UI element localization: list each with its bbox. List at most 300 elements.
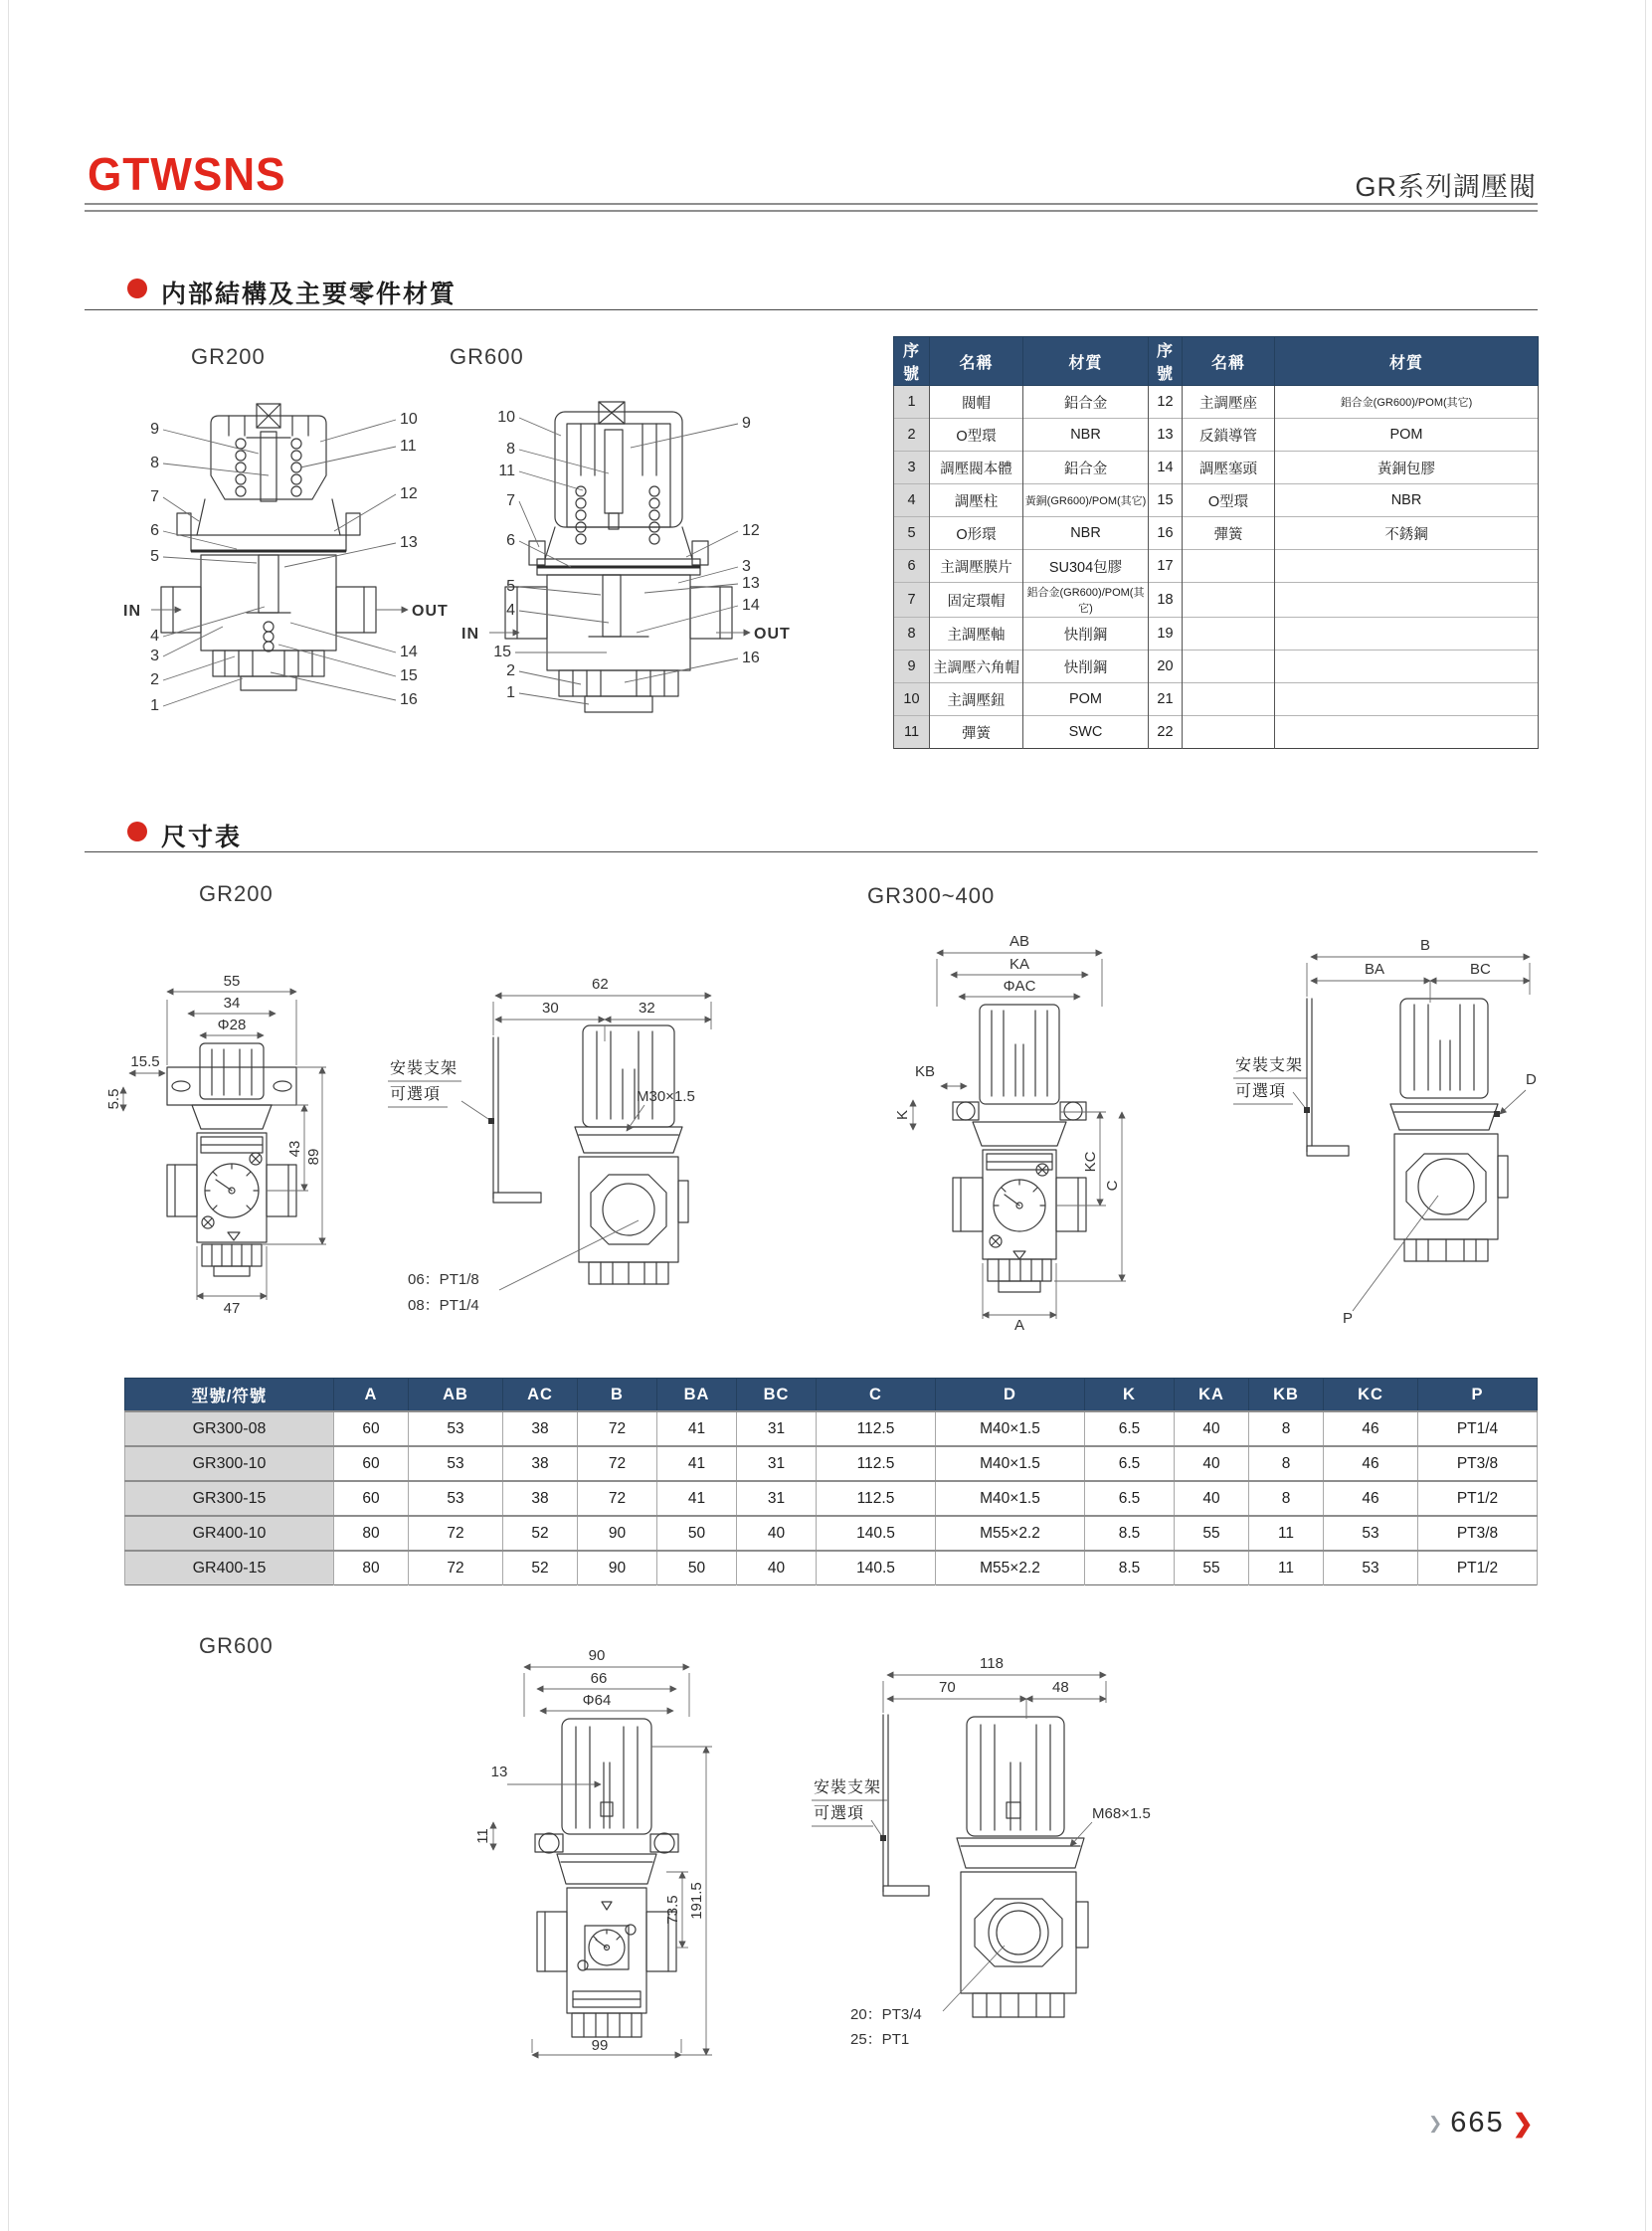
table-cell: 鋁合金(GR600)/POM(其它) <box>1275 386 1539 419</box>
dim-label: K <box>894 1109 911 1121</box>
table-cell: 53 <box>1324 1551 1418 1585</box>
dim-label: 55 <box>223 973 241 990</box>
gr200-side-dim-lines <box>461 996 711 1290</box>
table-cell: 46 <box>1324 1411 1418 1446</box>
table-cell <box>1275 618 1539 651</box>
dim-label: 70 <box>939 1679 956 1696</box>
port-spec-label: 06：PT1/8 <box>408 1271 479 1288</box>
parts-table-body <box>894 386 1539 749</box>
table-cell: 60 <box>334 1481 409 1516</box>
table-cell: 112.5 <box>817 1481 936 1516</box>
dim-label: B <box>1420 937 1431 954</box>
callout-label: 12 <box>742 522 760 539</box>
column-header: D <box>936 1379 1085 1412</box>
table-cell: PT1/4 <box>1418 1411 1538 1446</box>
out-label: OUT <box>754 626 791 643</box>
callout-label: 13 <box>742 575 760 592</box>
table-cell: 快削鋼 <box>1023 618 1149 651</box>
callout-label: 9 <box>742 415 751 432</box>
table-cell: 6.5 <box>1085 1411 1175 1446</box>
brand-logo: GTWSNS <box>88 148 286 200</box>
column-header: 序號 <box>1149 337 1183 386</box>
bracket-marker <box>1304 1107 1310 1113</box>
table-cell: GR400-10 <box>125 1516 334 1551</box>
table-cell: 80 <box>334 1516 409 1551</box>
table-cell: 17 <box>1149 550 1183 583</box>
table-cell: 21 <box>1149 683 1183 716</box>
table-cell: 鋁合金 <box>1023 386 1149 419</box>
table-cell: 55 <box>1175 1551 1249 1585</box>
table-cell: 6 <box>894 550 930 583</box>
bracket-note: 安裝支架 <box>390 1060 459 1077</box>
bracket-note: 可選項 <box>390 1086 442 1103</box>
table-cell: O型環 <box>1183 484 1275 517</box>
table-cell: M40×1.5 <box>936 1411 1085 1446</box>
table-cell: 10 <box>894 683 930 716</box>
callout-label: 4 <box>506 602 515 619</box>
column-header: BC <box>737 1379 817 1412</box>
callout-label: 14 <box>742 597 760 614</box>
callout-label: 2 <box>506 662 515 679</box>
callout-label: 10 <box>400 411 418 428</box>
table-cell: 鋁合金(GR600)/POM(其它) <box>1023 583 1149 618</box>
table-cell: 不銹鋼 <box>1275 517 1539 550</box>
table-cell: 6.5 <box>1085 1446 1175 1481</box>
bracket-note: 可選項 <box>814 1805 865 1822</box>
dim-label: C <box>1104 1180 1121 1192</box>
table-cell: 4 <box>894 484 930 517</box>
table-cell: GR300-15 <box>125 1481 334 1516</box>
callout-label: 10 <box>497 409 515 426</box>
gr200-side-line-art <box>493 1025 688 1284</box>
in-label: IN <box>123 603 141 620</box>
parts-table-header <box>894 337 1539 386</box>
table-cell: 11 <box>1249 1551 1324 1585</box>
column-header: KA <box>1175 1379 1249 1412</box>
header-rule <box>85 203 1538 212</box>
dim-label: A <box>1013 1317 1025 1334</box>
callout-label: 3 <box>150 648 159 664</box>
table-cell <box>1275 550 1539 583</box>
column-header: AB <box>409 1379 503 1412</box>
gr300-dim-side-view <box>1233 925 1552 1333</box>
table-cell: GR300-10 <box>125 1446 334 1481</box>
callout-label: 8 <box>150 455 159 471</box>
table-cell: 72 <box>578 1411 657 1446</box>
page-number: 665 <box>1450 2107 1505 2138</box>
table-cell <box>1275 716 1539 749</box>
table-row <box>894 452 1539 484</box>
dim-label: 32 <box>639 1000 655 1017</box>
bracket-marker <box>488 1118 494 1124</box>
table-cell: 40 <box>1175 1481 1249 1516</box>
table-cell: 18 <box>1149 583 1183 618</box>
column-header: B <box>578 1379 657 1412</box>
dim-table-body <box>125 1411 1538 1585</box>
table-cell: 11 <box>1249 1516 1324 1551</box>
table-cell: O型環 <box>930 419 1023 452</box>
dim-label: KC <box>1082 1151 1099 1173</box>
dim-label: 89 <box>305 1148 322 1166</box>
gr600-callouts <box>493 409 760 701</box>
dimension-table <box>124 1378 1538 1585</box>
table-cell: 112.5 <box>817 1411 936 1446</box>
table-cell: 60 <box>334 1411 409 1446</box>
table-cell <box>1183 716 1275 749</box>
table-cell: 調壓塞頭 <box>1183 452 1275 484</box>
column-header: K <box>1085 1379 1175 1412</box>
table-cell: 8 <box>1249 1481 1324 1516</box>
callout-label: 6 <box>506 532 515 549</box>
dim-label: 5.5 <box>105 1088 122 1110</box>
table-cell: 46 <box>1324 1446 1418 1481</box>
dim-label: 13 <box>490 1764 508 1780</box>
dim-label: 191.5 <box>688 1882 705 1920</box>
table-cell: M40×1.5 <box>936 1481 1085 1516</box>
dim-label: 62 <box>592 976 609 993</box>
table-row <box>894 683 1539 716</box>
callout-label: 7 <box>150 488 159 505</box>
table-cell: 38 <box>503 1481 578 1516</box>
table-cell: 閥帽 <box>930 386 1023 419</box>
table-cell <box>1275 583 1539 618</box>
table-cell: 53 <box>1324 1516 1418 1551</box>
table-cell: 31 <box>737 1411 817 1446</box>
thread-spec-label: M30×1.5 <box>637 1088 695 1105</box>
table-cell: 反鎖導管 <box>1183 419 1275 452</box>
table-cell: 主調壓鈕 <box>930 683 1023 716</box>
callout-label: 1 <box>506 684 515 701</box>
table-row <box>894 386 1539 419</box>
table-row <box>894 716 1539 749</box>
table-cell: 主調壓軸 <box>930 618 1023 651</box>
table-cell: 15 <box>1149 484 1183 517</box>
table-cell: 彈簧 <box>930 716 1023 749</box>
dim-label: BC <box>1470 961 1491 978</box>
gr300-dim-front-view <box>895 925 1144 1333</box>
dim-label: 73.5 <box>664 1895 681 1925</box>
table-cell: 50 <box>657 1516 737 1551</box>
table-row <box>125 1446 1538 1481</box>
in-label: IN <box>461 626 479 643</box>
dim-table-header <box>125 1379 1538 1412</box>
table-cell: 主調壓座 <box>1183 386 1275 419</box>
table-cell: 調壓閥本體 <box>930 452 1023 484</box>
gr200-dim-front-view <box>105 970 348 1323</box>
table-row <box>125 1516 1538 1551</box>
table-cell: 72 <box>409 1551 503 1585</box>
table-cell: M55×2.2 <box>936 1516 1085 1551</box>
table-row <box>894 484 1539 517</box>
page-footer <box>1428 2107 1534 2139</box>
table-cell: POM <box>1023 683 1149 716</box>
table-cell: PT1/2 <box>1418 1551 1538 1585</box>
table-cell: 38 <box>503 1411 578 1446</box>
table-cell: 53 <box>409 1411 503 1446</box>
column-header: 材質 <box>1023 337 1149 386</box>
table-cell: M55×2.2 <box>936 1551 1085 1585</box>
column-header: 名稱 <box>1183 337 1275 386</box>
table-cell: 46 <box>1324 1481 1418 1516</box>
table-cell: 31 <box>737 1446 817 1481</box>
table-cell: PT3/8 <box>1418 1516 1538 1551</box>
table-cell: 50 <box>657 1551 737 1585</box>
gr200-section-label: GR200 <box>191 344 266 369</box>
callout-label: 5 <box>506 578 515 595</box>
gr600-dim-label: GR600 <box>199 1633 274 1658</box>
table-cell: 黃銅包膠 <box>1275 452 1539 484</box>
column-header: 序號 <box>894 337 930 386</box>
page-title: GR系列調壓閥 <box>1355 172 1537 202</box>
table-cell: M40×1.5 <box>936 1446 1085 1481</box>
table-cell: 13 <box>1149 419 1183 452</box>
table-cell: 20 <box>1149 651 1183 683</box>
section-rule <box>85 309 1538 310</box>
table-cell: 1 <box>894 386 930 419</box>
table-cell: 41 <box>657 1446 737 1481</box>
section-bullet-icon <box>127 279 147 298</box>
callout-label: 5 <box>150 548 159 565</box>
column-header: P <box>1418 1379 1538 1412</box>
table-cell <box>1275 651 1539 683</box>
table-row <box>894 517 1539 550</box>
dim-label: P <box>1343 1310 1354 1327</box>
table-cell: 3 <box>894 452 930 484</box>
dim-label: KA <box>1009 956 1030 973</box>
table-cell: 彈簧 <box>1183 517 1275 550</box>
port-spec-label: 08：PT1/4 <box>408 1297 479 1314</box>
callout-label: 15 <box>493 644 511 660</box>
column-header: BA <box>657 1379 737 1412</box>
table-cell <box>1183 550 1275 583</box>
section-title-internal: 内部結構及主要零件材質 <box>161 280 458 308</box>
callout-label: 11 <box>400 438 417 455</box>
table-cell: 40 <box>1175 1446 1249 1481</box>
table-header-row <box>125 1379 1538 1412</box>
table-cell: GR300-08 <box>125 1411 334 1446</box>
table-cell: 6.5 <box>1085 1481 1175 1516</box>
dim-label: KB <box>914 1063 936 1080</box>
gr300-side-line-art <box>1307 999 1508 1261</box>
table-row <box>894 583 1539 618</box>
column-header: 材質 <box>1275 337 1539 386</box>
table-cell: 19 <box>1149 618 1183 651</box>
column-header: KB <box>1249 1379 1324 1412</box>
gr600-dim-side-view <box>796 1643 1189 2066</box>
table-cell: 72 <box>578 1481 657 1516</box>
table-cell: 72 <box>578 1446 657 1481</box>
callout-label: 16 <box>742 650 760 666</box>
table-cell: O形環 <box>930 517 1023 550</box>
bracket-marker <box>880 1835 886 1841</box>
dim-label: Φ64 <box>582 1692 612 1709</box>
dim-label: 34 <box>223 995 241 1012</box>
dim-label: 99 <box>591 2037 609 2054</box>
table-cell: 5 <box>894 517 930 550</box>
table-cell: 40 <box>737 1516 817 1551</box>
table-cell: 9 <box>894 651 930 683</box>
page-edge-right <box>1645 0 1646 2231</box>
thread-spec-label: M68×1.5 <box>1092 1805 1151 1822</box>
table-cell: 90 <box>578 1551 657 1585</box>
bracket-note: 安裝支架 <box>1235 1057 1304 1074</box>
table-row <box>894 419 1539 452</box>
table-cell: 40 <box>1175 1411 1249 1446</box>
dim-label: 48 <box>1052 1679 1069 1696</box>
gr200-dim-label: GR200 <box>199 881 274 906</box>
dim-label: 43 <box>286 1140 303 1158</box>
column-header: 型號/符號 <box>125 1379 334 1412</box>
column-header: A <box>334 1379 409 1412</box>
callout-label: 6 <box>150 522 159 539</box>
callout-label: 14 <box>400 644 418 660</box>
gr600-section-label: GR600 <box>450 344 524 369</box>
table-cell: 112.5 <box>817 1446 936 1481</box>
gr600-front-dim-lines <box>490 1667 712 2055</box>
port-spec-label: 20：PT3/4 <box>850 2006 922 2023</box>
table-cell: 41 <box>657 1481 737 1516</box>
gr200-dim-side-view <box>388 970 721 1323</box>
callout-label: 11 <box>498 463 515 479</box>
gr600-side-line-art <box>883 1715 1088 2017</box>
table-row <box>125 1551 1538 1585</box>
table-header-row <box>894 337 1539 386</box>
column-header: 名稱 <box>930 337 1023 386</box>
gr300-dim-label: GR300~400 <box>867 883 996 908</box>
table-cell: 40 <box>737 1551 817 1585</box>
gr600-dim-front-view <box>474 1643 736 2066</box>
table-cell <box>1183 651 1275 683</box>
chevron-right-red-icon: ❯ <box>1512 2109 1534 2138</box>
table-cell: 80 <box>334 1551 409 1585</box>
table-cell: 8.5 <box>1085 1551 1175 1585</box>
table-cell: 53 <box>409 1446 503 1481</box>
column-header: AC <box>503 1379 578 1412</box>
table-cell: 14 <box>1149 452 1183 484</box>
dim-label: 30 <box>542 1000 559 1017</box>
callout-label: 1 <box>150 697 159 714</box>
gr200-valve-line-art <box>161 404 376 690</box>
table-cell: 調壓柱 <box>930 484 1023 517</box>
table-cell: 黃銅(GR600)/POM(其它) <box>1023 484 1149 517</box>
callout-label: 13 <box>400 534 418 551</box>
parts-material-table <box>893 336 1539 749</box>
gr300-front-line-art <box>953 1005 1086 1292</box>
table-cell: 主調壓膜片 <box>930 550 1023 583</box>
table-row <box>894 550 1539 583</box>
table-cell: 53 <box>409 1481 503 1516</box>
table-cell: 8 <box>1249 1411 1324 1446</box>
dim-label: 118 <box>980 1655 1004 1672</box>
table-cell <box>1183 618 1275 651</box>
callout-label: 7 <box>506 492 515 509</box>
table-cell: SU304包膠 <box>1023 550 1149 583</box>
column-header: KC <box>1324 1379 1418 1412</box>
bracket-note: 安裝支架 <box>814 1779 882 1796</box>
table-cell: 鋁合金 <box>1023 452 1149 484</box>
dim-label: AB <box>1009 933 1030 950</box>
gr600-front-line-art <box>535 1719 678 2037</box>
gr600-callout-leaders <box>515 418 738 704</box>
table-cell: 72 <box>409 1516 503 1551</box>
table-cell <box>1183 683 1275 716</box>
dim-label: BA <box>1365 961 1385 978</box>
table-cell: 140.5 <box>817 1551 936 1585</box>
table-cell: 主調壓六角帽 <box>930 651 1023 683</box>
table-cell: NBR <box>1023 517 1149 550</box>
table-cell <box>1275 683 1539 716</box>
table-cell: 38 <box>503 1446 578 1481</box>
callout-label: 3 <box>742 558 751 575</box>
table-cell: 52 <box>503 1516 578 1551</box>
callout-label: 4 <box>150 628 159 645</box>
callout-label: 8 <box>506 441 515 458</box>
section-title-dimensions: 尺寸表 <box>161 824 243 851</box>
page-edge-left <box>8 0 9 2231</box>
table-row <box>125 1481 1538 1516</box>
dim-label: D <box>1526 1071 1537 1088</box>
column-header: C <box>817 1379 936 1412</box>
callout-label: 15 <box>400 667 418 684</box>
table-cell: 22 <box>1149 716 1183 749</box>
table-cell: 12 <box>1149 386 1183 419</box>
table-cell: PT1/2 <box>1418 1481 1538 1516</box>
gr600-cross-section-diagram <box>459 396 791 746</box>
table-cell: 16 <box>1149 517 1183 550</box>
table-cell: 31 <box>737 1481 817 1516</box>
dim-label: 11 <box>474 1828 491 1844</box>
dim-label: 66 <box>590 1670 608 1687</box>
table-cell: 8 <box>894 618 930 651</box>
table-row <box>125 1411 1538 1446</box>
table-cell: GR400-15 <box>125 1551 334 1585</box>
dim-label: 90 <box>588 1647 606 1664</box>
callout-label: 9 <box>150 421 159 438</box>
dim-label: ΦAC <box>1003 978 1036 995</box>
callout-label: 16 <box>400 691 418 708</box>
chevron-right-gray-icon: ❯ <box>1428 2113 1443 2133</box>
table-cell: 41 <box>657 1411 737 1446</box>
table-cell: NBR <box>1023 419 1149 452</box>
table-cell: 11 <box>894 716 930 749</box>
table-cell: 8 <box>1249 1446 1324 1481</box>
table-cell: POM <box>1275 419 1539 452</box>
table-cell: PT3/8 <box>1418 1446 1538 1481</box>
gr200-cross-section-diagram <box>119 396 449 746</box>
bracket-note: 可選項 <box>1235 1083 1287 1100</box>
port-spec-label: 25：PT1 <box>850 2031 910 2048</box>
dim-label: Φ28 <box>217 1017 247 1033</box>
table-cell: 52 <box>503 1551 578 1585</box>
table-cell: 8.5 <box>1085 1516 1175 1551</box>
dim-label: 47 <box>223 1300 241 1317</box>
thread-marker <box>1494 1111 1500 1117</box>
gr200-front-line-art <box>167 1043 296 1276</box>
gr300-front-dim-lines <box>913 953 1126 1319</box>
table-cell: 55 <box>1175 1516 1249 1551</box>
table-cell: NBR <box>1275 484 1539 517</box>
table-row <box>894 651 1539 683</box>
table-cell: 90 <box>578 1516 657 1551</box>
table-cell: 60 <box>334 1446 409 1481</box>
callout-label: 12 <box>400 485 418 502</box>
table-row <box>894 618 1539 651</box>
table-cell: 快削鋼 <box>1023 651 1149 683</box>
table-cell: 固定環帽 <box>930 583 1023 618</box>
gr200-callout-leaders <box>163 420 396 706</box>
out-label: OUT <box>412 603 449 620</box>
gr600-valve-line-art <box>505 402 732 712</box>
